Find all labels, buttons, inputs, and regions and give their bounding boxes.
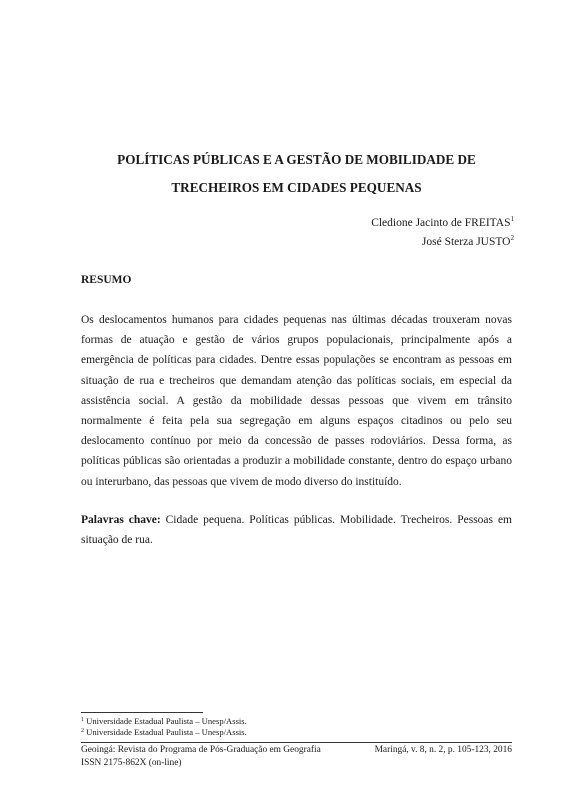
footer-divider bbox=[81, 742, 512, 743]
author-1 bbox=[371, 216, 514, 230]
footnote-2-text: Universidade Estadual Paulista – Unesp/Assis. bbox=[86, 727, 247, 737]
footnote-1-text: Universidade Estadual Paulista – Unesp/Assis. bbox=[86, 716, 247, 726]
title-line-2: TRECHEIROS EM CIDADES PEQUENAS bbox=[171, 180, 422, 195]
keywords-text: Cidade pequena. Políticas públicas. Mobilidade. Trecheiros. Pessoas em situação de rua. bbox=[81, 514, 513, 547]
author-2-footnote-mark[interactable]: 2 bbox=[510, 234, 514, 242]
article-title bbox=[80, 146, 513, 202]
title-line-1: POLÍTICAS PÚBLICAS E A GESTÃO DE MOBILIDADE DE bbox=[117, 152, 476, 167]
author-1-name: Cledione Jacinto de FREITAS bbox=[371, 217, 511, 229]
footer-citation: Maringá, v. 8, n. 2, p. 105-123, 2016 bbox=[374, 745, 512, 755]
footnote-2 bbox=[81, 727, 247, 738]
footnote-divider bbox=[81, 712, 203, 713]
keywords-label: Palavras chave: bbox=[81, 514, 161, 526]
abstract-heading: RESUMO bbox=[81, 274, 132, 286]
footnote-1-mark: 1 bbox=[81, 717, 84, 723]
footer-journal: Geoingá: Revista do Programa de Pós-Graduação em Geografia bbox=[81, 745, 321, 755]
author-2 bbox=[422, 235, 514, 249]
keywords bbox=[81, 510, 512, 550]
footer-issn: ISSN 2175-862X (on-line) bbox=[81, 758, 182, 768]
author-1-footnote-mark[interactable]: 1 bbox=[510, 215, 514, 223]
abstract-text: Os deslocamentos humanos para cidades pequenas nas últimas décadas trouxeram novas formas de atuação e gestão de vários grupos populacionais, principalmente após a emergência de políticas para cidades. Dentre essas populações se encontram as pessoas em situação de rua e trecheiros que demandam atenção das políticas sociais, em especial da assistência social. A gestão da mobilidade dessas pessoas que vivem em trânsito normalmente é feita pela sua segregação em alguns espaços citadinos ou pelo seu deslocamento contínuo por meio da concessão de passes rodoviários. Dessa forma, as políticas públicas são orientadas a produzir a mobilidade constante, dentro do espaço urbano ou interurbano, das pessoas que vivem de modo diverso do instituído. bbox=[81, 314, 512, 488]
footnote-1 bbox=[81, 716, 247, 727]
author-2-name: José Sterza JUSTO bbox=[421, 236, 511, 248]
footnote-2-mark: 2 bbox=[81, 728, 84, 734]
